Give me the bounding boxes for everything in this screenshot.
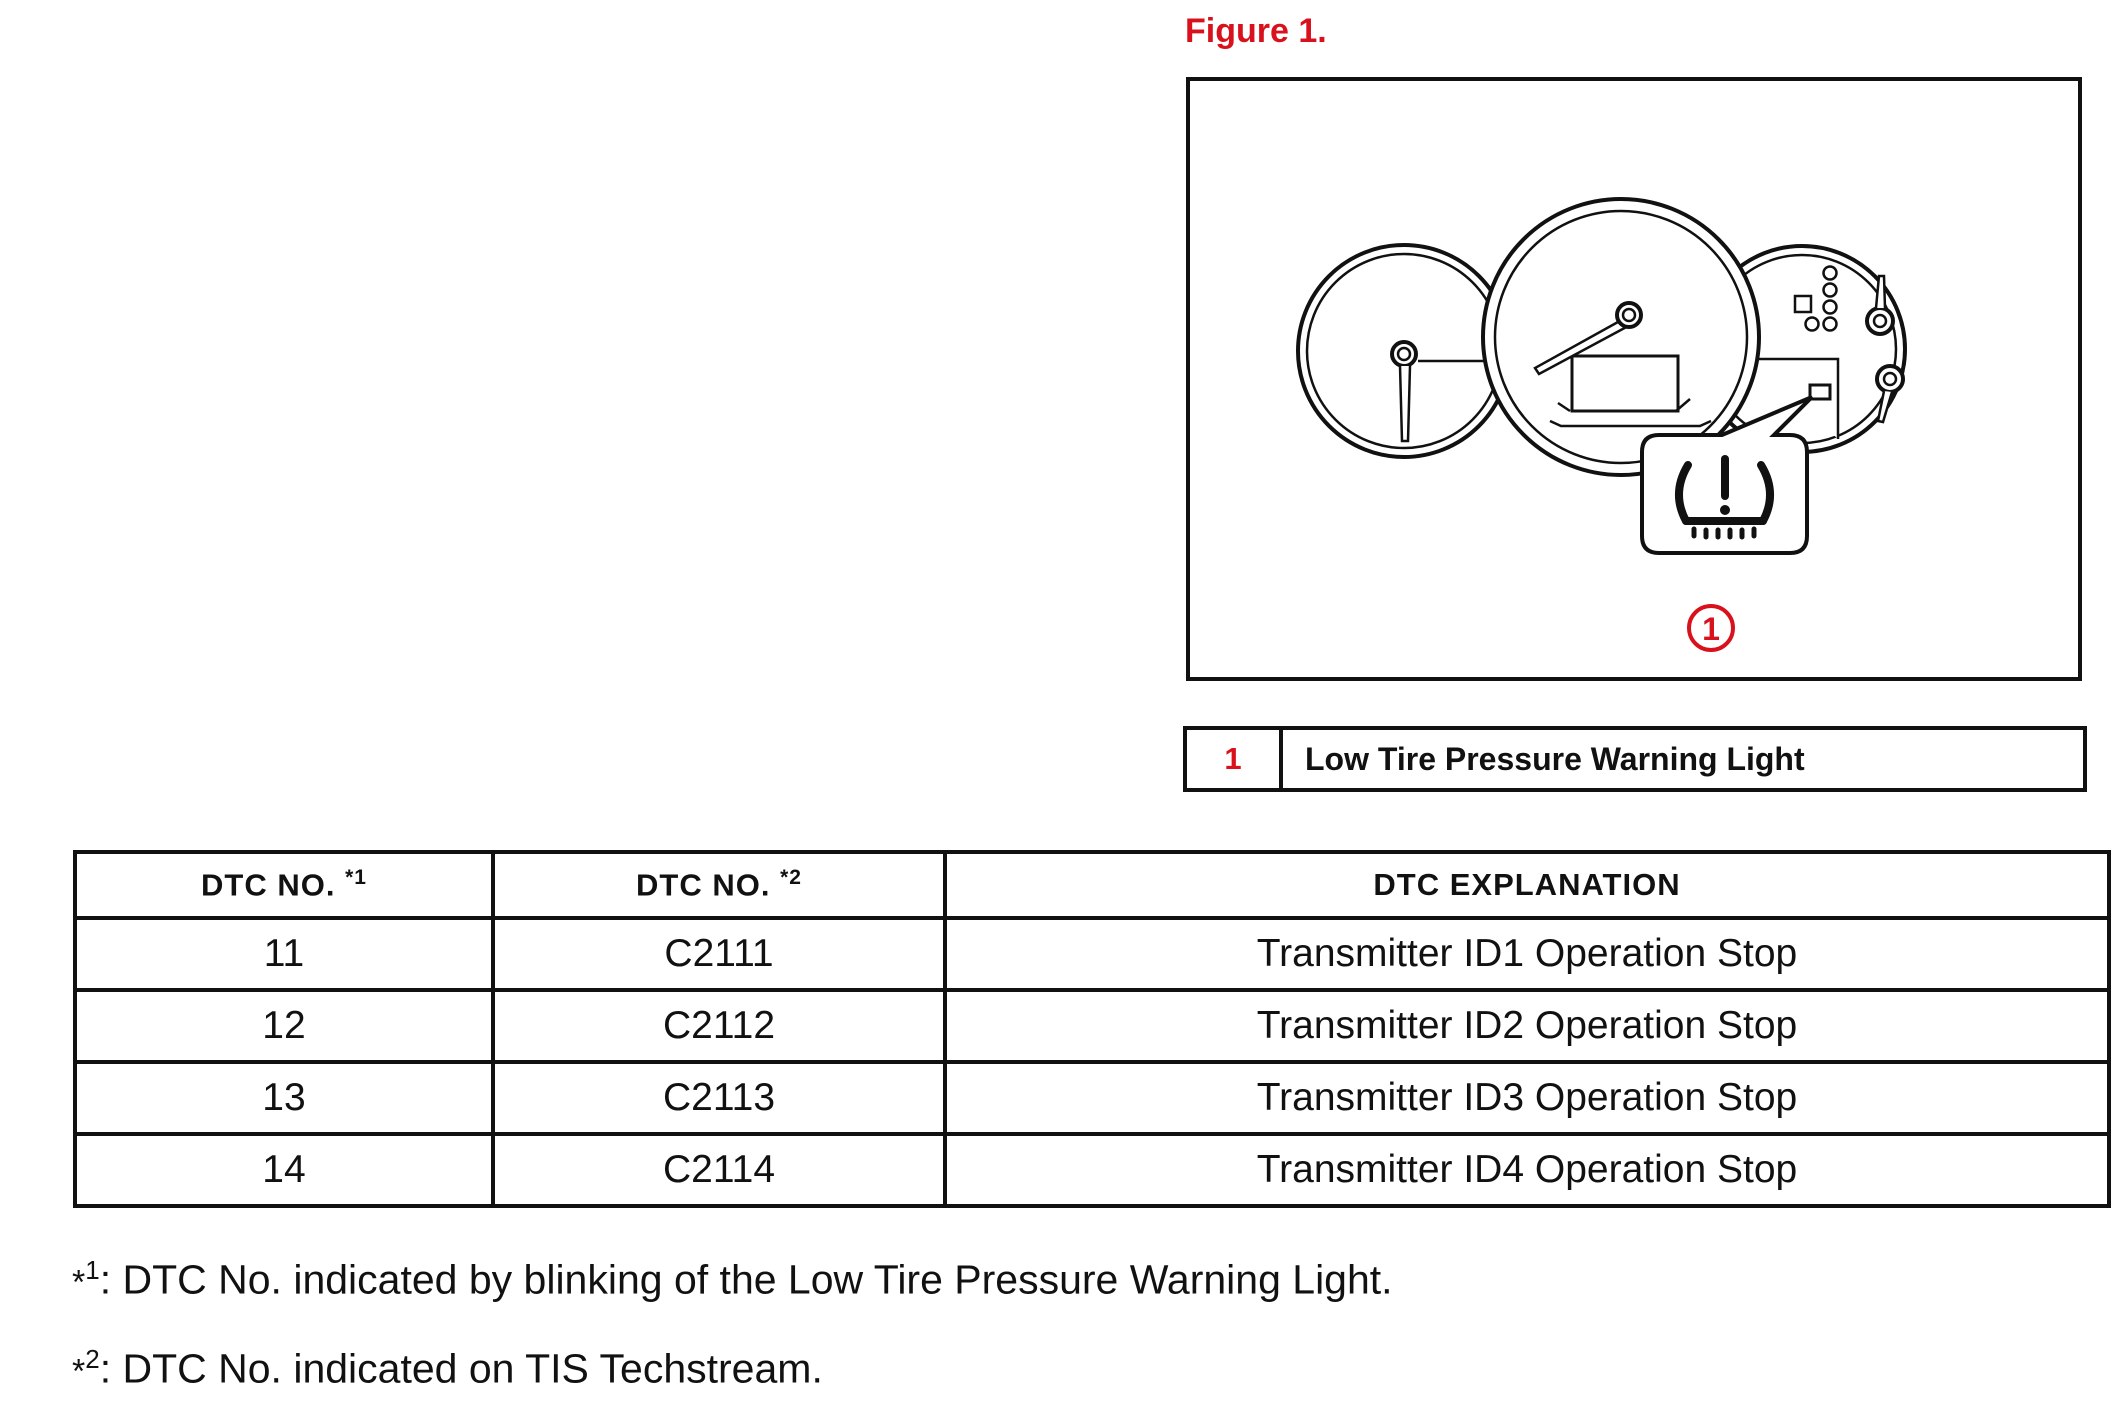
left-gauge: [1298, 245, 1510, 457]
callout-number-1: [1689, 606, 1733, 650]
dtc-code-cell: C2114: [493, 1134, 945, 1206]
footnote-1: [72, 1255, 1393, 1304]
dtc-table: [73, 850, 2111, 1208]
callout-number-text: 1: [1702, 611, 1720, 647]
footnote-text: : DTC No. indicated by blinking of the Low Tire Pressure Warning Light.: [99, 1256, 1393, 1303]
footnote-mark: *: [72, 1352, 86, 1391]
table-row: [75, 918, 2109, 990]
table-row: [75, 1062, 2109, 1134]
footnote-text: : DTC No. indicated on TIS Techstream.: [99, 1345, 823, 1392]
figure-title: Figure 1.: [1185, 12, 1327, 50]
dtc-blink-cell: 14: [75, 1134, 493, 1206]
dtc-explanation-cell: Transmitter ID3 Operation Stop: [945, 1062, 2109, 1134]
dtc-blink-cell: 13: [75, 1062, 493, 1134]
dtc-explanation-cell: Transmitter ID1 Operation Stop: [945, 918, 2109, 990]
dtc-blink-cell: 11: [75, 918, 493, 990]
header-dtc-explanation: DTC EXPLANATION: [945, 852, 2109, 918]
dtc-explanation-cell: Transmitter ID4 Operation Stop: [945, 1134, 2109, 1206]
dtc-blink-cell: 12: [75, 990, 493, 1062]
legend-label: Low Tire Pressure Warning Light: [1305, 740, 1805, 777]
figure-legend: [1183, 726, 2087, 792]
footnote-mark-number: 1: [85, 1255, 100, 1285]
table-row: [75, 1134, 2109, 1206]
instrument-cluster-figure: [1186, 77, 2082, 681]
header-dtc-code: DTC NO. $^{*2}$: [493, 852, 945, 918]
footnote-2: [72, 1344, 823, 1393]
table-row: [75, 990, 2109, 1062]
dtc-code-cell: C2113: [493, 1062, 945, 1134]
header-dtc-blink: DTC NO. $^{*1}$: [75, 852, 493, 918]
footnote-mark-number: 2: [85, 1344, 100, 1374]
instrument-cluster-illustration: [1190, 81, 2078, 677]
dtc-code-cell: C2112: [493, 990, 945, 1062]
footnote-mark: *: [72, 1263, 86, 1302]
dtc-explanation-cell: Transmitter ID2 Operation Stop: [945, 990, 2109, 1062]
table-header-row: [75, 852, 2109, 918]
dtc-code-cell: C2111: [493, 918, 945, 990]
legend-number: 1: [1187, 730, 1283, 788]
